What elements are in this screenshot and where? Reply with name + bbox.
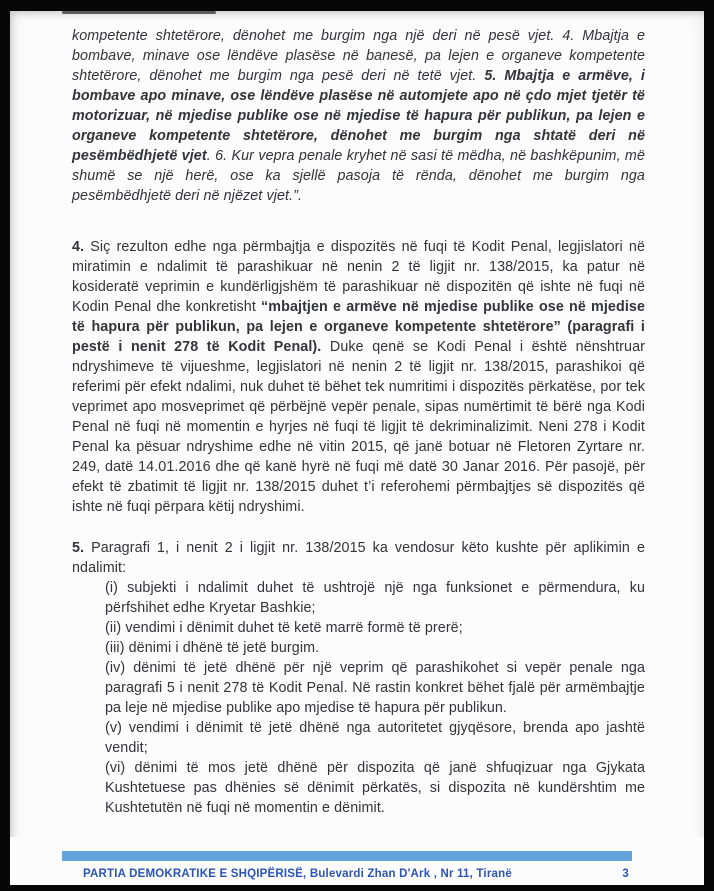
condition-item: (iv) dënimi të jetë dhënë për një veprim që parashikohet si vepër penale nga paragrafi 5 i nenit 278 të Kodit Penal. Në rastin konkret bëhet fjalë për armëmbajtje pa leje në mjedise publike apo mjedise të hapura për publikun. xyxy=(105,660,645,716)
quoted-criminal-code-text xyxy=(72,26,645,206)
paragraph-5-number: 5. xyxy=(72,540,85,556)
page-number: 3 xyxy=(622,868,629,880)
footer-rule xyxy=(62,851,632,861)
paragraph-4-number: 4. xyxy=(72,239,85,255)
quote-run-regular: kompetente shtetërore, dënohet me burgim nga një deri në pesë vjet. 4. Mbajtja e bombave, minave ose lëndëve plasëse në banesë, pa lejen e organeve kompetente shtetërore, dënohet me burgim nga pesë deri në tetë vjet. xyxy=(72,28,645,84)
condition-item: (i) subjekti i ndalimit duhet të ushtrojë një nga funksionet e përmendura, ku përfshihet edhe Kryetar Bashkie; xyxy=(105,580,645,616)
paragraph-5-text: Paragrafi 1, i nenit 2 i ligjit nr. 138/2015 ka vendosur këto kushte për aplikimin e ndalimit: xyxy=(72,540,645,576)
quote-run-bold: 5. Mbajtja e armëve, i bombave apo minave, ose lëndëve plasëse në automjete apo në çdo mjet tjetër të motorizuar, në mjedise publike ose në mjedise të hapura për publikun, pa lejen e organeve kompetente shtetërore, dënohet me burgim nga shtatë deri në pesëmbëdhjetë vjet xyxy=(72,68,645,164)
paragraph-4 xyxy=(72,237,645,517)
paragraph-4-text: Duke qenë se Kodi Penal i është nënshtruar ndryshimeve të vijueshme, legjislatori në nenin 2 të ligjit nr. 138/2015, parashikoi që referimi për efekt ndalimi, nuk duhet të bëhet tek numritimi i dispozitës përkatëse, por tek veprimet apo mosveprimet që përbëjnë vepër penale, sipas numërtimit të bërë nga Kodi Penal në fuqi në momentin e hyrjes në fuqi të ligjit të dekriminalizimit. Neni 278 i Kodit Penal ka pësuar ndryshime edhe në vitin 2015, që janë botuar në Fletoren Zyrtare nr. 249, datë 14.01.2016 dhe që kanë hyrë në fuqi më datë 30 Janar 2016. Për pasojë, për efekt të zbatimit të ligjit nr. 138/2015 duhet t’i referohemi përmbajtjes së dispozitës që ishte në fuqi përpara këtij ndryshimi. xyxy=(72,339,646,515)
condition-item: (ii) vendimi i dënimit duhet të ketë marrë formë të prerë; xyxy=(105,620,463,636)
conditions-list xyxy=(105,578,645,818)
quote-run-regular: . 6. Kur vepra penale kryhet në sasi të mëdha, në bashkëpunim, më shumë se një herë, ose ka sjellë pasoja të rënda, dënohet me burgim nga pesëmbëdhjetë deri në njëzet vjet.”. xyxy=(72,148,645,204)
paragraph-5-intro xyxy=(72,538,645,578)
footer-line xyxy=(83,868,629,880)
document-body xyxy=(10,11,704,837)
condition-item: (iii) dënimi i dhënë të jetë burgim. xyxy=(105,640,320,656)
condition-item: (vi) dënimi të mos jetë dhënë për dispozita që janë shfuqizuar nga Gjykata Kushtetuese pas dhënies së dënimit përkatës, si dispozita në kundërshtim me Kushtetutën në fuqi në momentin e dënimit. xyxy=(105,760,645,816)
condition-item: (v) vendimi i dënimit të jetë dhënë nga autoritetet gjyqësore, brenda apo jashtë vendit; xyxy=(105,720,645,756)
paragraph-4-bold-quote: “mbajtjen e armëve në mjedise publike ose në mjedise të hapura për publikun, pa lejen e organeve kompetente shtetërore” (paragrafi i pestë i nenit 278 të Kodit Penal). xyxy=(72,299,645,355)
page-footer xyxy=(10,837,704,885)
footer-organization: PARTIA DEMOKRATIKE E SHQIPËRISË, Bulevardi Zhan D'Ark , Nr 11, Tiranë xyxy=(83,868,512,880)
paragraph-4-text: Siç rezulton edhe nga përmbajtja e dispozitës në fuqi të Kodit Penal, legjislatori në miratimin e ndalimit të parashikuar në nenin 2 të ligjit nr. 138/2015, ka patur në kosideratë veprimin e kundërligjshëm të parashikuar në dispozitën që ishte në fuqi në Kodin Penal dhe konkretisht xyxy=(72,239,645,315)
document-page xyxy=(10,11,704,885)
